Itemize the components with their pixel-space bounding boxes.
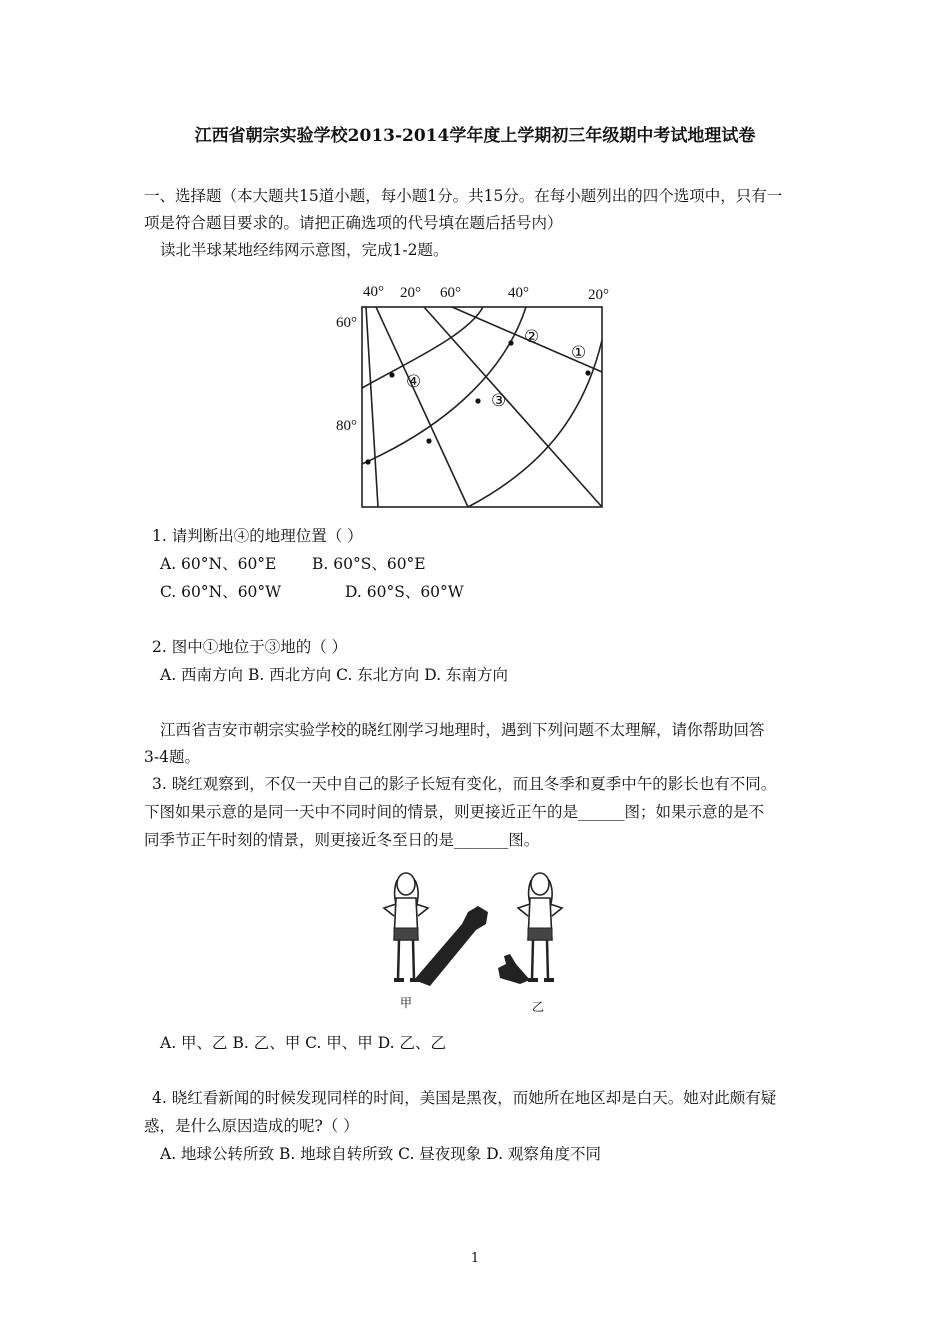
q1-option-a: A. 60°N、60°E [160, 555, 277, 573]
q2-options: A. 西南方向 B. 西北方向 C. 东北方向 D. 东南方向 [160, 666, 508, 684]
point-3-marker [475, 398, 480, 403]
q3-line1: 3. 晓红观察到，不仅一天中自己的影子长短有变化，而且冬季和夏季中午的影长也有不同。 [152, 775, 777, 793]
point-1-marker [585, 370, 590, 375]
q3-line3: 同季节正午时刻的情景，则更接近冬至日的是_______图。 [144, 831, 540, 849]
q1-option-d: D. 60°S、60°W [345, 583, 464, 601]
short-shadow [498, 954, 530, 984]
q1-option-b: B. 60°S、60°E [312, 555, 426, 573]
point-1-label: ① [571, 343, 587, 362]
point-2-marker [508, 340, 513, 345]
read-instruction: 读北半球某地经纬网示意图，完成1-2题。 [160, 241, 449, 259]
graticule-figure [328, 280, 618, 515]
intersection-marker [365, 459, 370, 464]
q3-options: A. 甲、乙 B. 乙、甲 C. 甲、甲 D. 乙、乙 [160, 1034, 446, 1052]
left-label-60: 60° [336, 315, 357, 331]
q2-stem: 2. 图中①地位于③地的（ ） [152, 638, 348, 656]
q4-line2: 惑，是什么原因造成的呢?（ ） [144, 1117, 359, 1135]
point-3-label: ③ [491, 391, 507, 410]
section-intro-line2: 项是符合题目要求的。请把正确选项的代号填在题后括号内） [144, 214, 563, 232]
q3-line2: 下图如果示意的是同一天中不同时间的情景，则更接近正午的是______图；如果示意的是不 [144, 803, 765, 821]
point-2-label: ② [524, 327, 540, 346]
graticule-frame [362, 307, 602, 507]
intersection-marker [426, 438, 431, 443]
passage-line1: 江西省吉安市朝宗实验学校的晓红刚学习地理时，遇到下列问题不太理解，请你帮助回答 [160, 721, 765, 739]
top-label-20b: 20° [588, 287, 609, 303]
point-4-label: ④ [406, 372, 422, 391]
girl-left-illustration [384, 873, 428, 980]
q4-line1: 4. 晓红看新闻的时候发现同样的时间，美国是黑夜，而她所在地区却是白天。她对此颇有疑 [152, 1089, 777, 1107]
girl-right-illustration [518, 873, 562, 980]
meridian-line [366, 307, 378, 507]
point-4-marker [389, 372, 394, 377]
parallel-line [362, 307, 483, 388]
top-label-20: 20° [400, 285, 421, 301]
long-shadow [414, 906, 488, 986]
passage-line2: 3-4题。 [144, 748, 200, 766]
parallel-line [468, 340, 602, 507]
top-label-40: 40° [363, 284, 384, 300]
page-title: 江西省朝宗实验学校2013-2014学年度上学期初三年级期中考试地理试卷 [194, 126, 756, 146]
q4-options: A. 地球公转所致 B. 地球自转所致 C. 昼夜现象 D. 观察角度不同 [160, 1145, 601, 1163]
section-intro-line1: 一、选择题（本大题共15道小题，每小题1分。共15分。在每小题列出的四个选项中，只有一 [144, 187, 783, 205]
q1-option-c: C. 60°N、60°W [160, 583, 282, 601]
shadow-figure [370, 868, 580, 1018]
figure-label-jia: 甲 [400, 996, 413, 1010]
top-label-40b: 40° [508, 285, 529, 301]
page-number: 1 [470, 1251, 480, 1266]
q1-stem: 1. 请判断出④的地理位置（ ） [152, 527, 363, 545]
left-label-80: 80° [336, 418, 357, 434]
figure-label-yi: 乙 [532, 1000, 545, 1014]
top-label-60: 60° [440, 285, 461, 301]
